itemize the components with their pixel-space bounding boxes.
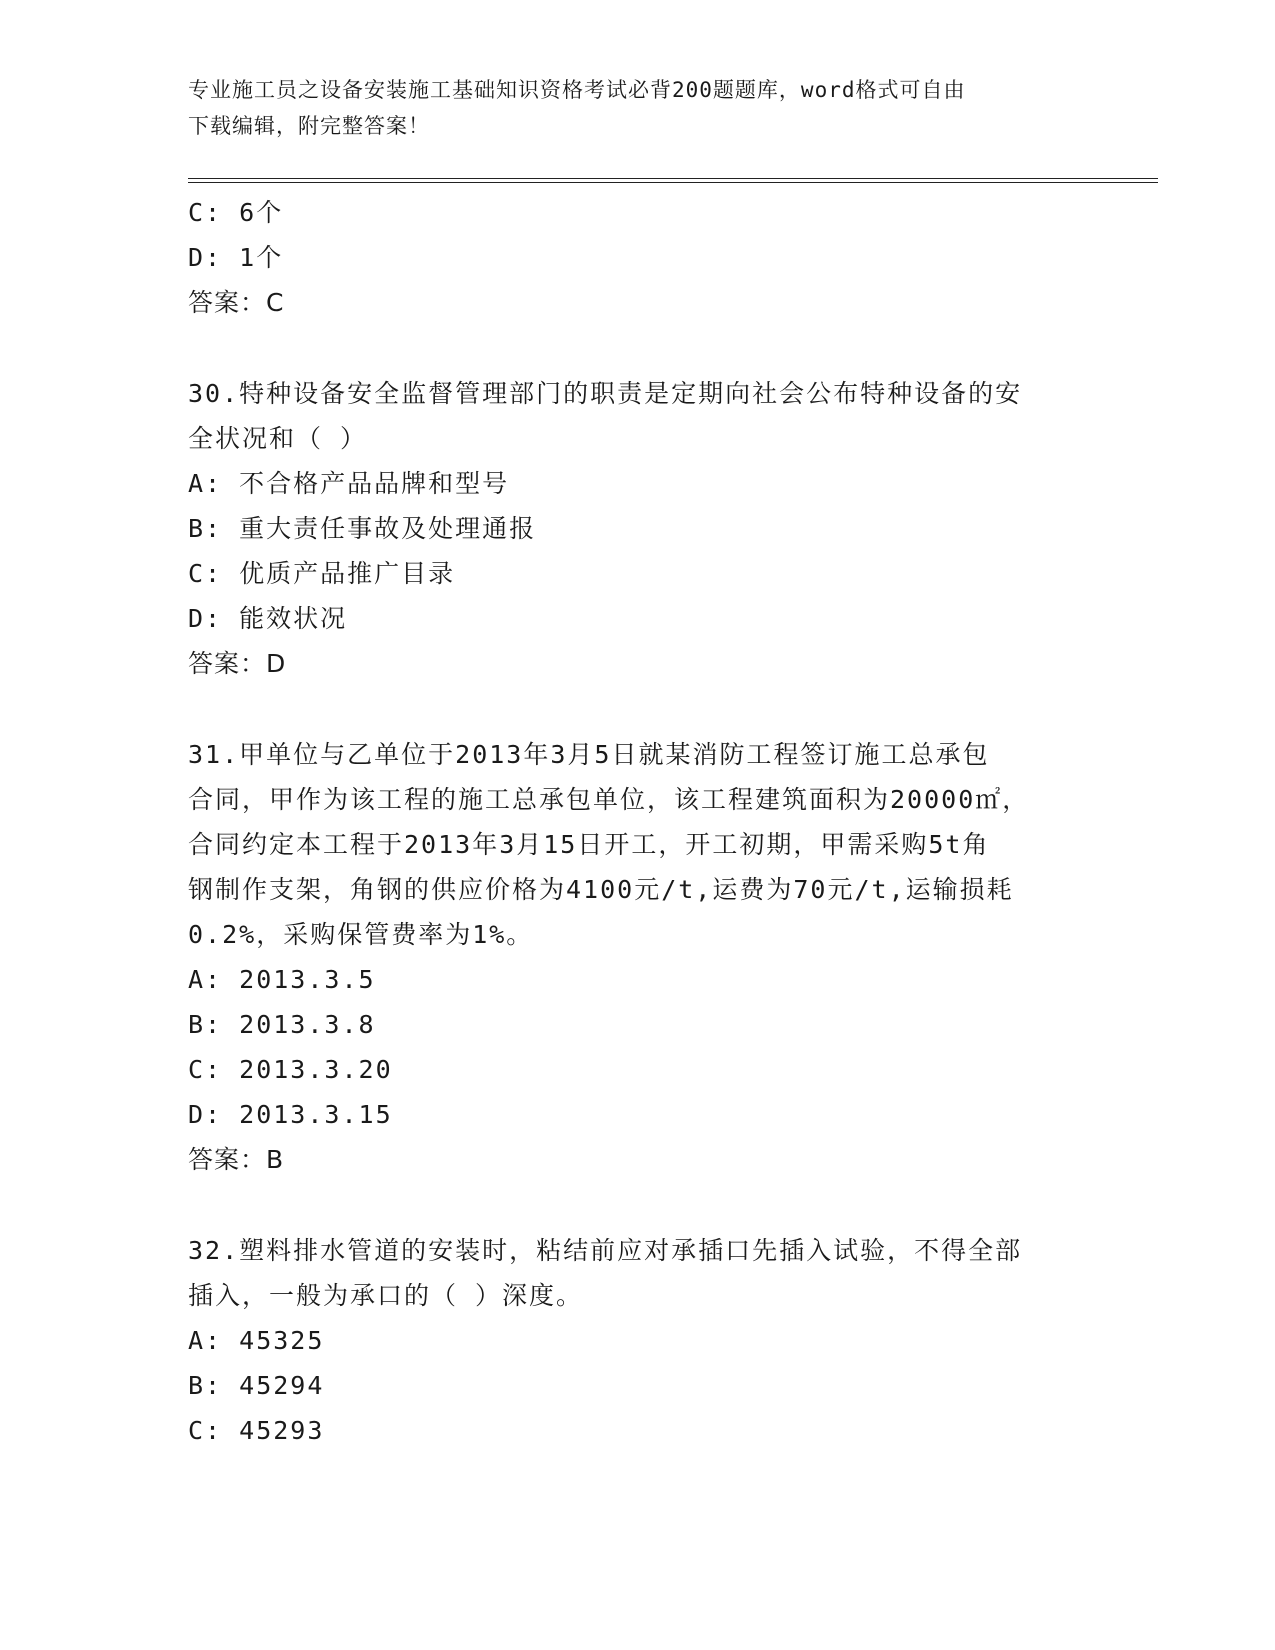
question-stem-line: 合同，甲作为该工程的施工总承包单位，该工程建筑面积为20000㎡， xyxy=(188,785,1030,814)
question-stem-line: 32.塑料排水管道的安装时，粘结前应对承插口先插入试验，不得全部 xyxy=(188,1236,1023,1265)
question-stem-line: 0.2%，采购保管费率为1%。 xyxy=(188,920,534,949)
question-stem-line: 30.特种设备安全监督管理部门的职责是定期向社会公布特种设备的安 xyxy=(188,379,1023,408)
option-line: D: 1个 xyxy=(188,243,284,272)
option-line: A: 2013.3.5 xyxy=(188,965,376,994)
option-line: A: 45325 xyxy=(188,1326,325,1355)
question-stem-line: 31.甲单位与乙单位于2013年3月5日就某消防工程签订施工总承包 xyxy=(188,740,990,769)
header-title-line-1: 专业施工员之设备安装施工基础知识资格考试必背200题题库，word格式可自由 xyxy=(188,78,966,102)
option-line: B: 45294 xyxy=(188,1371,325,1400)
header-title-line-2: 下载编辑，附完整答案！ xyxy=(188,114,430,138)
option-line: C: 45293 xyxy=(188,1416,325,1445)
carryover-block xyxy=(188,190,1088,325)
spacer xyxy=(188,1182,1088,1228)
question-stem-line: 全状况和（ ） xyxy=(188,424,368,453)
question-stem-line: 钢制作支架，角钢的供应价格为4100元/t,运费为70元/t,运输损耗 xyxy=(188,875,1014,904)
question-30 xyxy=(188,371,1088,686)
option-line: D: 能效状况 xyxy=(188,604,348,633)
answer-line: 答案：B xyxy=(188,1145,285,1174)
question-stem-line: 合同约定本工程于2013年3月15日开工，开工初期，甲需采购5t角 xyxy=(188,830,990,859)
answer-line: 答案：C xyxy=(188,288,285,317)
question-content xyxy=(188,190,1088,1453)
header-rule-bottom xyxy=(188,182,1158,183)
header-rule-top xyxy=(188,178,1158,179)
option-line: C: 优质产品推广目录 xyxy=(188,559,456,588)
option-line: A: 不合格产品品牌和型号 xyxy=(188,469,510,498)
question-31 xyxy=(188,732,1088,1182)
option-line: C: 2013.3.20 xyxy=(188,1055,393,1084)
option-line: D: 2013.3.15 xyxy=(188,1100,393,1129)
question-32 xyxy=(188,1228,1088,1453)
option-line: B: 重大责任事故及处理通报 xyxy=(188,514,537,543)
spacer xyxy=(188,325,1088,371)
option-line: C: 6个 xyxy=(188,198,284,227)
answer-line: 答案：D xyxy=(188,649,287,678)
option-line: B: 2013.3.8 xyxy=(188,1010,376,1039)
spacer xyxy=(188,686,1088,732)
document-header xyxy=(188,72,1088,144)
question-stem-line: 插入，一般为承口的（ ）深度。 xyxy=(188,1281,584,1310)
